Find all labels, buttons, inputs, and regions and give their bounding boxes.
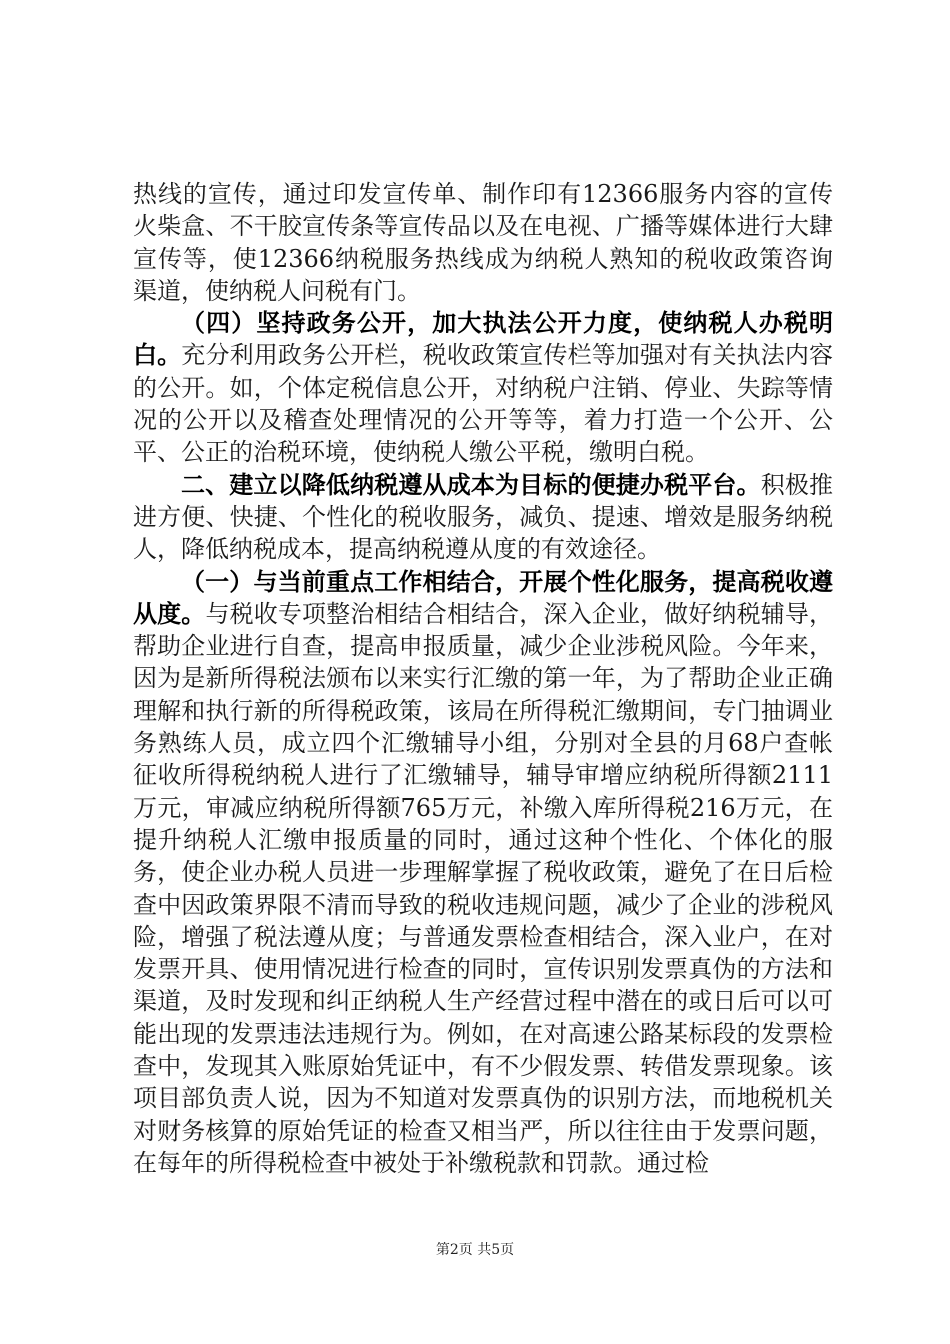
paragraph-2 <box>133 307 833 468</box>
paragraph-4 <box>133 566 833 1180</box>
paragraph-2-text: 充分利用政务公开栏，税收政策宣传栏等加强对有关执法内容的公开。如，个体定税信息公开，对纳税户注销、停业、失踪等情况的公开以及稽查处理情况的公开等等，着力打造一个公开、公平、公正的治税环境，使纳税人缴公平税，缴明白税。 <box>133 341 834 467</box>
paragraph-1 <box>133 178 833 307</box>
paragraph-3 <box>133 469 833 566</box>
section-heading-4: （四）坚持政务公开，加大执法公开力度，使纳税人办税明白。 <box>133 309 833 370</box>
section-heading-1: （一）与当前重点工作相结合，开展个性化服务，提高税收遵从度。 <box>133 567 833 628</box>
section-heading-2: 二、建立以降低纳税遵从成本为目标的便捷办税平台。 <box>181 470 761 499</box>
page-number-footer: 第2页 共5页 <box>435 1242 515 1258</box>
paragraph-3-text: 积极推进方便、快捷、个性化的税收服务，减负、提速、增效是服务纳税人，降低纳税成本，提高纳税遵从度的有效途径。 <box>133 470 834 564</box>
document-body <box>133 178 833 1179</box>
paragraph-4-text: 与税收专项整治相结合相结合，深入企业，做好纳税辅导，帮助企业进行自查，提高申报质量，减少企业涉税风险。今年来，因为是新所得税法颁布以来实行汇缴的第一年，为了帮助企业正确理解和执行新的所得税政策，该局在所得税汇缴期间，专门抽调业务熟练人员，成立四个汇缴辅导小组，分别对全县的月68户查帐征收所得税纳税人进行了汇缴辅导，辅导审增应纳税所得额2111万元，审减应纳税所得额765万元，补缴入库所得税216万元，在提升纳税人汇缴申报质量的同时，通过这种个性化、个体化的服务，使企业办税人员进一步理解掌握了税收政策，避免了在日后检查中因政策界限不清而导致的税收违规问题，减少了企业的涉税风险，增强了税法遵从度；与普通发票检查相结合，深入业户，在对发票开具、使用情况进行检查的同时，宣传识别发票真伪的方法和渠道，及时发现和纠正纳税人生产经营过程中潜在的或日后可以可能出现的发票违法违规行为。例如，在对高速公路某标段的发票检查中，发现其入账原始凭证中，有不少假发票、转借发票现象。该项目部负责人说，因为不知道对发票真伪的识别方法，而地税机关对财务核算的原始凭证的检查又相当严，所以往往由于发票问题，在每年的所得税检查中被处于补缴税款和罚款。通过检 <box>133 599 834 1177</box>
paragraph-1-text: 热线的宣传，通过印发宣传单、制作印有12366服务内容的宣传火柴盒、不干胶宣传条等宣传品以及在电视、广播等媒体进行大肆宣传等，使12366纳税服务热线成为纳税人熟知的税收政策咨询渠道，使纳税人问税有门。 <box>133 180 833 305</box>
